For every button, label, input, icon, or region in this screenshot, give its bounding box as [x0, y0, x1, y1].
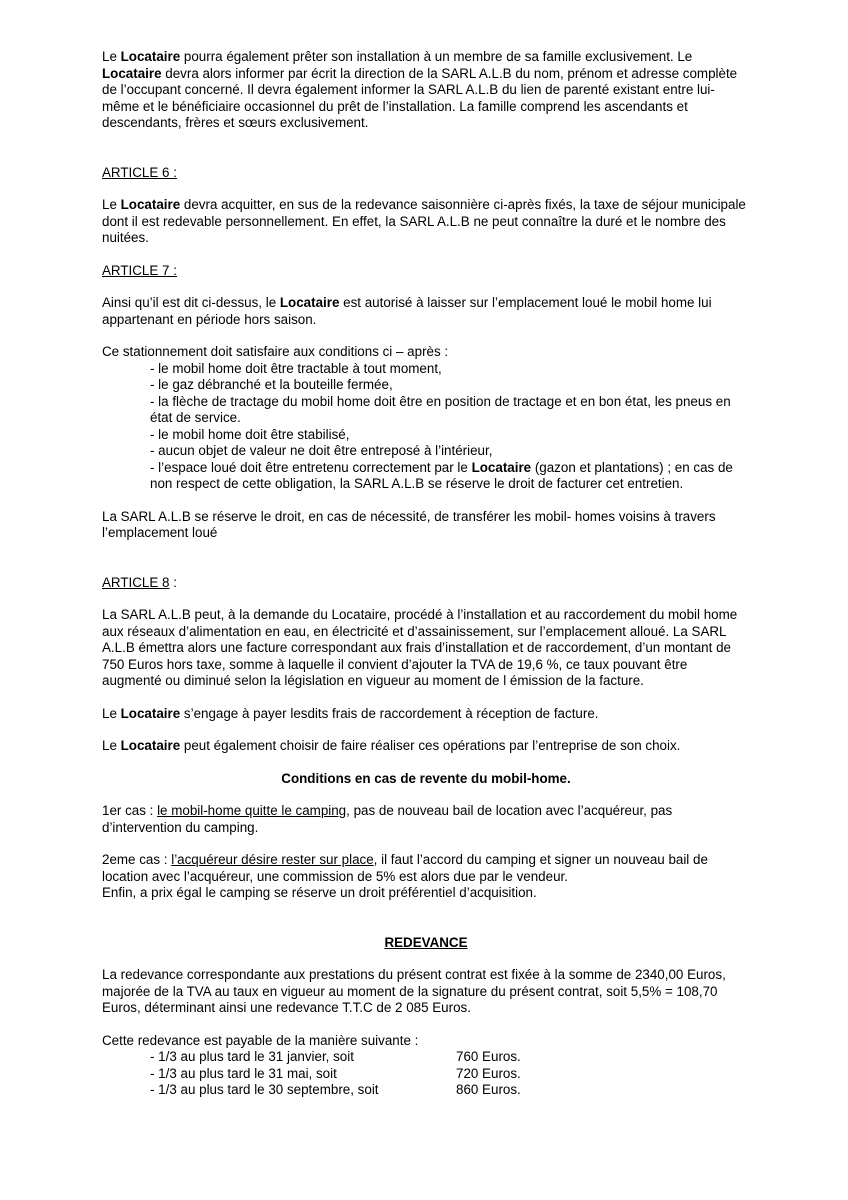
article-6-title: ARTICLE 6 : [102, 164, 177, 180]
locataire-bold: Locataire [120, 49, 181, 64]
locataire-bold: Locataire [120, 197, 181, 212]
list-item: - 1/3 au plus tard le 30 septembre, soit 860 Euros. [150, 1082, 521, 1097]
redevance-payment-intro: Cette redevance est payable de la manière suivante : [102, 1032, 419, 1048]
intro-paragraph: Le Locataire pourra également prêter son installation à un membre de sa famille exclusivement. Le Locataire devra alors informer par écrit la direction de la SARL A.L.B du nom, prénom et adresse complète de l’occupant concerné. Il devra également informer la SARL A.L.B du lien de parenté existant entre lui-même et le bénéficiaire occasionnel du prêt de l’installation. La famille comprend les ascendants et descendants, frères et sœurs exclusivement. [102, 49, 738, 130]
article-7-conditions-list [150, 361, 750, 493]
revente-preferential-right: Enfin, a prix égal le camping se réserve un droit préférentiel d’acquisition. [102, 885, 537, 900]
list-item: - 1/3 au plus tard le 31 janvier, soit 760 Euros. [150, 1049, 521, 1064]
payment-amount: 720 Euros. [456, 1065, 521, 1081]
list-item: - la flèche de tractage du mobil home doit être en position de tractage et en bon état, les pneus en état de service. [150, 393, 731, 425]
article-8-paragraph-2: Le Locataire s’engage à payer lesdits frais de raccordement à réception de facture. [102, 705, 599, 721]
locataire-bold: Locataire [102, 65, 162, 81]
redevance-paragraph: La redevance correspondante aux prestations du présent contrat est fixée à la somme de 2340,00 Euros, majorée de la TVA au taux en vigueur au moment de la signature du présent contrat, soit 5,5% = 108,70 Euros, déterminant ainsi une redevance T.T.C de 2 085 Euros. [102, 967, 726, 1015]
payment-amount: 860 Euros. [456, 1082, 521, 1097]
list-item: - le mobil home doit être tractable à tout moment, [150, 360, 442, 376]
article-8-title: ARTICLE 8 : [102, 574, 177, 590]
article-7-paragraph-3: La SARL A.L.B se réserve le droit, en cas de nécessité, de transférer les mobil- homes voisins à travers l’emplacement loué [102, 508, 716, 540]
list-item: - le mobil home doit être stabilisé, [150, 426, 350, 442]
revente-case-2: 2eme cas : l’acquéreur désire rester sur place, il faut l’accord du camping et signer un nouveau bail de location avec l’acquéreur, une commission de 5% est alors due par le vendeur. [102, 852, 708, 884]
article-6-paragraph: Le Locataire devra acquitter, en sus de la redevance saisonnière ci-après fixés, la taxe de séjour municipale dont il est redevable personnellement. En effet, la SARL A.L.B ne peut connaître la duré et le nombre des nuitées. [102, 197, 746, 245]
revente-heading: Conditions en cas de revente du mobil-home. [281, 770, 571, 786]
article-8-paragraph-3: Le Locataire peut également choisir de faire réaliser ces opérations par l’entreprise de son choix. [102, 738, 681, 753]
redevance-heading: REDEVANCE [384, 934, 468, 950]
locataire-bold: Locataire [279, 295, 340, 310]
article-7-paragraph-1: Ainsi qu’il est dit ci-dessus, le Locataire est autorisé à laisser sur l’emplacement loué le mobil home lui appartenant en période hors saison. [102, 295, 712, 327]
document-page [102, 49, 750, 1099]
list-item: - le gaz débranché et la bouteille fermée, [150, 377, 393, 392]
list-item: - l’espace loué doit être entretenu correctement par le Locataire (gazon et plantations) ; en cas de non respect de cette obligation, la SARL A.L.B se réserve le droit de facturer cet entretien. [150, 459, 733, 491]
article-8-paragraph-1: La SARL A.L.B peut, à la demande du Locataire, procédé à l’installation et au raccordement du mobil home aux réseaux d’alimentation en eau, en électricité et d’assainissement, sur l’emplacement alloué. La SARL A.L.B émettra alors une facture correspondant aux frais d’installation et de raccordement, d’un montant de 750 Euros hors taxe, somme à laquelle il convient d’ajouter la TVA de 19,6 %, ce taux pouvant être augmenté ou diminué selon la législation en vigueur au moment de l émission de la facture. [102, 607, 738, 688]
revente-case-1: 1er cas : le mobil-home quitte le camping, pas de nouveau bail de location avec l’acquéreur, pas d’intervention du camping. [102, 803, 673, 835]
locataire-bold: Locataire [120, 738, 181, 753]
redevance-payment-list [150, 1049, 750, 1099]
payment-amount: 760 Euros. [456, 1049, 521, 1064]
locataire-bold: Locataire [471, 459, 532, 475]
article-7-conditions-intro: Ce stationnement doit satisfaire aux conditions ci – après : [102, 344, 449, 359]
list-item: - aucun objet de valeur ne doit être entreposé à l’intérieur, [150, 443, 493, 458]
article-7-title: ARTICLE 7 : [102, 262, 177, 278]
list-item: - 1/3 au plus tard le 31 mai, soit 720 Euros. [150, 1065, 521, 1081]
locataire-bold: Locataire [120, 705, 181, 721]
